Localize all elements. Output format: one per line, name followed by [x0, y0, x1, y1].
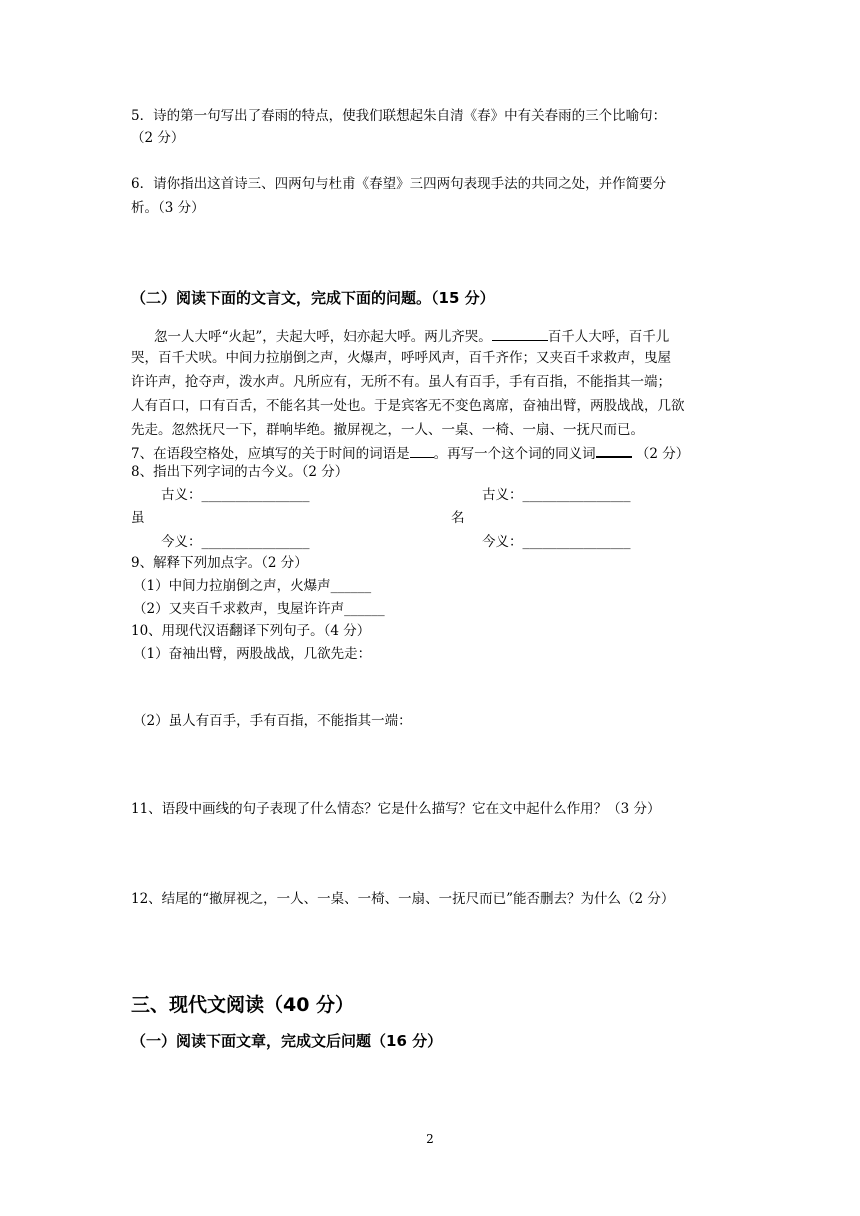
part3-subtitle: （一）阅读下面文章，完成文后问题（16 分）: [131, 1032, 443, 1050]
fill-blank: [596, 444, 632, 458]
jin-label: 今义：: [161, 534, 202, 550]
q5-line2: （2 分）: [131, 130, 185, 146]
q11: 11、语段中画线的句子表现了什么情态？它是什么描写？它在文中起什么作用？（3 分）: [131, 801, 661, 817]
blank: ________________: [522, 487, 631, 503]
q10-item2: （2）虽人有百手，手有百指，不能指其一端：: [133, 713, 412, 729]
q8-jin-left: [161, 536, 310, 550]
gu-label: 古义：: [161, 487, 202, 503]
section2-title: （二）阅读下面的文言文，完成下面的问题。（15 分）: [131, 289, 495, 307]
blank: ________________: [201, 534, 310, 550]
q9-item2: （2）又夹百千求救声，曳屋许许声______: [133, 601, 385, 617]
q6-line2: 析。（3 分）: [131, 200, 205, 216]
passage-text: 忽一人大呼“火起”，夫起大呼，妇亦起大呼。两儿齐哭。: [154, 329, 492, 345]
q9-title: 9、解释下列加点字。（2 分）: [131, 555, 308, 571]
jin-label: 今义：: [482, 534, 523, 550]
gu-label: 古义：: [482, 487, 523, 503]
q8-gu-right: [482, 489, 631, 503]
passage-line3: 许许声，抢夺声，泼水声。凡所应有，无所不有。虽人有百手，手有百指，不能指其一端；: [131, 374, 671, 390]
q10-item1: （1）奋袖出臂，两股战战，几欲先走：: [133, 646, 372, 662]
blank: ________________: [522, 534, 631, 550]
part3-title: 三、现代文阅读（40 分）: [131, 994, 355, 1016]
q5-line1: 5．诗的第一句写出了春雨的特点，使我们联想起朱自清《春》中有关春雨的三个比喻句：: [131, 108, 667, 124]
q7: [131, 444, 689, 462]
fill-blank: [492, 328, 548, 341]
q8-char-left: 虽: [131, 510, 145, 526]
q8-char-right: 名: [451, 510, 465, 526]
q7-text: 。再写一个这个词的同义词: [433, 446, 596, 462]
q8-jin-right: [482, 536, 631, 550]
passage-text: 百千人大呼，百千儿: [547, 329, 670, 345]
q8-title: 8、指出下列字词的古今义。（2 分）: [131, 464, 349, 480]
passage-line4: 人有百口，口有百舌，不能名其一处也。于是宾客无不变色离席，奋袖出臂，两股战战，几欲: [131, 398, 685, 414]
passage-line5: 先走。忽然抚尺一下，群响毕绝。撤屏视之，一人、一桌、一椅、一扇、一抚尺而已。: [131, 422, 644, 438]
passage-line1: [154, 328, 669, 345]
page-number: 2: [426, 1132, 434, 1146]
q12: 12、结尾的“撤屏视之，一人、一桌、一椅、一扇、一抚尺而已”能否删去？为什么（2 分）: [131, 891, 675, 907]
q6-line1: 6．请你指出这首诗三、四两句与杜甫《春望》三四两句表现手法的共同之处，并作简要分: [131, 176, 667, 192]
passage-line2: 哭，百千犬吠。中间力拉崩倒之声，火爆声，呼呼风声，百千齐作；又夹百千求救声，曳屋: [131, 350, 671, 366]
blank: ________________: [201, 487, 310, 503]
q7-score: （2 分）: [635, 446, 690, 462]
fill-blank: [410, 445, 434, 458]
q9-item1: （1）中间力拉崩倒之声，火爆声______: [133, 578, 372, 594]
q7-text: 7、在语段空格处，应填写的关于时间的词语是: [131, 446, 410, 462]
q8-gu-left: [161, 489, 310, 503]
q10-title: 10、用现代汉语翻译下列句子。（4 分）: [131, 623, 371, 639]
